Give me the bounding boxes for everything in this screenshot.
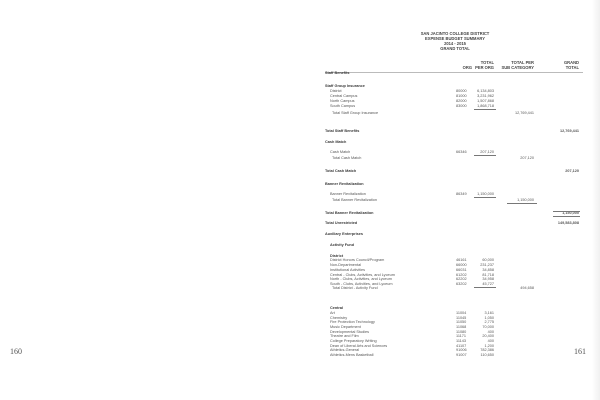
col-total-per-org-2: PER ORG <box>475 65 494 70</box>
row-label: District Honors Council/Program <box>330 258 385 262</box>
row-total-per-sub-category: 494,658 <box>520 286 534 290</box>
table-row <box>0 71 600 76</box>
table-row <box>0 169 600 174</box>
row-total-per-org: 3,161 <box>484 311 494 315</box>
col-total-per-org-1: TOTAL <box>480 60 494 65</box>
row-label: Athletics-General <box>330 348 360 352</box>
row-total-per-org: 70,000 <box>482 325 494 329</box>
table-row <box>0 129 600 134</box>
table-row <box>0 221 600 226</box>
header-scope: GRAND TOTAL <box>440 46 470 51</box>
row-label: Banner Revitalization <box>330 192 366 196</box>
row-total-per-org: 1,200 <box>484 344 494 348</box>
row-label: South - Clubs, Activities, and Lyceum <box>330 282 393 286</box>
row-org-code: 82000 <box>456 99 467 103</box>
row-total-per-sub-category: 12,769,441 <box>514 111 534 115</box>
row-org-code: 11068 <box>456 325 467 329</box>
col-grand-1: GRAND <box>563 60 579 65</box>
row-label: Total District - Activity Fund <box>332 286 378 290</box>
row-label: Central <box>330 306 344 310</box>
row-label: Total Banner Revitalization <box>325 211 374 215</box>
row-label: South Campus <box>330 104 356 108</box>
row-label: Auxiliary Enterprises <box>325 232 363 236</box>
row-org-code: 66000 <box>456 263 467 267</box>
row-org-code: 11080 <box>456 330 467 334</box>
header-district: SAN JACINTO COLLEGE DISTRICT <box>420 31 490 36</box>
row-org-code: 11171 <box>456 334 466 338</box>
row-label: Total Unrestricted <box>325 221 358 225</box>
table-row <box>0 353 600 358</box>
row-label: Institutional Activities <box>330 268 366 272</box>
row-label: Total Staff Benefits <box>325 129 360 133</box>
row-label: Total Cash Match <box>332 156 362 160</box>
row-org-code: 91007 <box>456 353 467 357</box>
row-grand-total: 1,150,000 <box>562 211 579 215</box>
row-total-per-sub-category: 1,150,000 <box>517 198 534 202</box>
table-row <box>0 192 600 197</box>
row-label: Theatre and Film <box>330 334 359 338</box>
row-org-code: 11045 <box>456 316 467 320</box>
table-row <box>0 104 600 109</box>
underline-rule <box>507 203 537 204</box>
row-org-code: 66031 <box>456 268 467 272</box>
row-total-per-org: 231,237 <box>480 263 494 267</box>
table-row <box>0 150 600 155</box>
row-total-per-org: 1,868,718 <box>477 104 494 108</box>
row-label: Non-Departmental <box>330 263 362 267</box>
row-total-per-org: 1,507,868 <box>477 99 494 103</box>
row-label: Central Campus <box>330 94 358 98</box>
row-label: Cash Match <box>325 140 347 144</box>
row-label: Music Department <box>330 325 361 329</box>
row-org-code: 11050 <box>456 320 467 324</box>
row-label: Art <box>330 311 335 315</box>
row-label: Activity Fund <box>330 243 355 247</box>
row-total-per-org: 400 <box>487 330 494 334</box>
row-org-code: 91006 <box>456 348 467 352</box>
row-label: Staff Benefits <box>325 71 350 75</box>
row-label: Dean of Liberal Arts and Sciences <box>330 344 388 348</box>
table-row <box>0 111 600 116</box>
row-label: Banner Revitalization <box>325 182 364 186</box>
col-grand-2: TOTAL <box>565 65 579 70</box>
table-row <box>0 286 600 291</box>
table-row <box>0 211 600 216</box>
row-total-per-org: 3,231,962 <box>477 94 494 98</box>
row-total-per-sub-category: 207,120 <box>520 156 534 160</box>
header-title: EXPENSE BUDGET SUMMARY <box>425 36 485 41</box>
col-total-per-sub-1: TOTAL PER <box>511 60 534 65</box>
row-label: Central - Clubs, Activities, and Lyceum <box>330 273 395 277</box>
col-total-per-sub-2: SUB CATEGORY <box>501 65 534 70</box>
row-org-code: 62202 <box>456 277 467 281</box>
row-total-per-org: 1,050 <box>484 316 494 320</box>
right-page-number: 161 <box>574 347 586 356</box>
row-label: Total Cash Match <box>325 169 357 173</box>
row-org-code: 81000 <box>456 94 467 98</box>
underline-rule <box>553 216 580 217</box>
row-label: Athletics-Mens Basketball <box>330 353 374 357</box>
row-org-code: 63202 <box>456 282 467 286</box>
row-total-per-org: 782,386 <box>480 348 494 352</box>
row-label: Chemistry <box>330 316 348 320</box>
row-org-code: 46161 <box>456 258 467 262</box>
table-row <box>0 243 600 248</box>
col-org: ORG <box>462 65 472 70</box>
row-grand-total: 149,583,808 <box>557 221 579 225</box>
row-label: Total Banner Revitalization <box>332 198 377 202</box>
row-total-per-org: 60,000 <box>482 258 494 262</box>
row-org-code: 61202 <box>456 273 467 277</box>
row-org-code: 80000 <box>456 89 467 93</box>
row-org-code: 86349 <box>456 192 467 196</box>
row-total-per-org: 81,718 <box>482 273 494 277</box>
row-grand-total: 12,769,441 <box>559 129 579 133</box>
row-total-per-org: 400 <box>487 339 494 343</box>
row-label: College Preparatory Writing <box>330 339 377 343</box>
row-label: District <box>330 254 344 258</box>
table-row <box>0 182 600 187</box>
row-label: North Campus <box>330 99 355 103</box>
row-org-code: 83000 <box>456 104 467 108</box>
row-org-code: 66346 <box>456 150 467 154</box>
table-row <box>0 232 600 237</box>
row-total-per-org: 110,650 <box>480 353 494 357</box>
left-page-number: 160 <box>10 347 22 356</box>
table-row <box>0 140 600 145</box>
row-label: District <box>330 89 342 93</box>
row-label: Total Staff Group Insurance <box>332 111 379 115</box>
row-total-per-org: 6,134,803 <box>477 89 494 93</box>
row-label: Developmental Studies <box>330 330 370 334</box>
row-label: North - Clubs, Activities, and Lyceum <box>330 277 392 281</box>
row-label: Cash Match <box>330 150 351 154</box>
header-year: 2014 - 2015 <box>444 41 466 46</box>
row-total-per-org: 34,858 <box>482 268 494 272</box>
underline-rule <box>474 109 496 110</box>
row-total-per-org: 2,775 <box>484 320 494 324</box>
row-total-per-org: 45,727 <box>482 282 494 286</box>
row-org-code: 11004 <box>456 311 467 315</box>
table-row <box>0 156 600 161</box>
underline-rule <box>553 211 580 212</box>
row-total-per-org: 1,150,000 <box>477 192 494 196</box>
row-total-per-org: 20,400 <box>482 334 494 338</box>
row-label: Fire Protection Technology <box>330 320 375 324</box>
row-org-code: 41107 <box>456 344 467 348</box>
row-total-per-org: 34,958 <box>482 277 494 281</box>
row-grand-total: 207,120 <box>565 169 579 173</box>
row-total-per-org: 207,120 <box>480 150 494 154</box>
row-org-code: 11143 <box>456 339 466 343</box>
row-label: Staff Group Insurance <box>325 84 365 88</box>
